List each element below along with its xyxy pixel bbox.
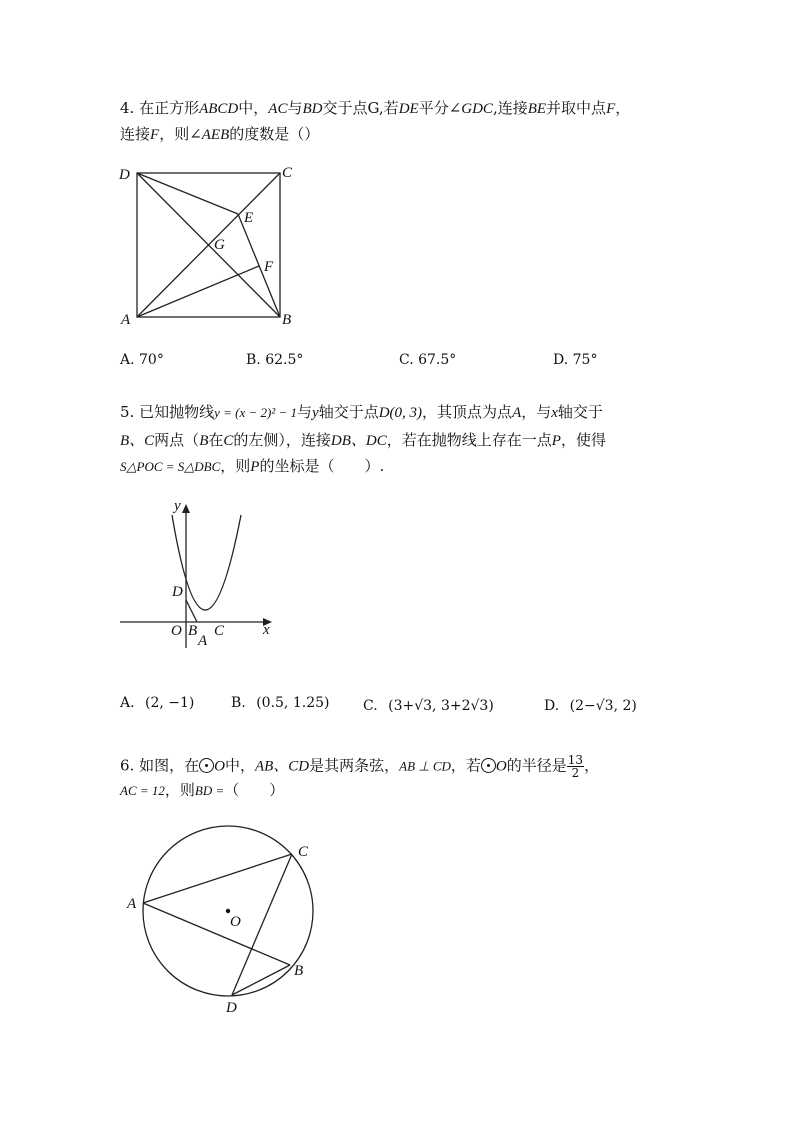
q4-text: ,连接	[492, 99, 528, 117]
q6-text: 的半径是	[506, 756, 567, 775]
q5-var: C	[223, 433, 234, 449]
q6-var: AB、CD	[254, 758, 310, 775]
label-d: D	[172, 584, 183, 600]
q5-option-d[interactable]	[544, 696, 637, 716]
q6-var: AC = 12	[120, 783, 165, 798]
q5-text: 5. 已知抛物线	[120, 403, 215, 421]
q4-var: F	[150, 127, 160, 143]
q5-line-2	[120, 430, 606, 451]
label-f: F	[264, 259, 274, 275]
q5-option-b-value: (0.5, 1.25)	[256, 695, 330, 711]
q6-var: O	[495, 758, 507, 775]
q5-text: 两点（	[154, 431, 200, 449]
label-x: x	[263, 622, 270, 638]
q4-option-a[interactable]: A. 70°	[120, 352, 164, 368]
q4-var: AC	[268, 101, 288, 117]
segment-de	[137, 173, 238, 214]
chord-db	[232, 965, 290, 995]
q5-text: ，则	[220, 457, 251, 475]
chord-ab	[143, 903, 290, 965]
q4-text: ，则∠	[159, 125, 202, 143]
center-point	[226, 909, 230, 913]
q4-text: 连接	[120, 125, 151, 143]
label-o: O	[230, 914, 241, 930]
label-b: B	[294, 963, 304, 979]
radius-fraction	[567, 754, 584, 779]
q5-var: y	[312, 405, 319, 421]
label-c: C	[214, 623, 225, 639]
q4-text: 中，	[238, 99, 269, 117]
label-a: A	[121, 312, 131, 328]
q6-var: O	[214, 758, 225, 775]
label-g: G	[214, 237, 225, 253]
q5-text: 的坐标是（ ）.	[259, 457, 385, 475]
q5-text: 与	[297, 403, 313, 421]
q4-var: BD	[302, 101, 323, 117]
q4-var: ABCD	[199, 101, 239, 117]
q5-option-d-letter: D.	[544, 698, 560, 714]
q4-var: F	[606, 101, 616, 117]
q5-text: ，使得	[560, 431, 606, 449]
q5-equation: y = (x − 2)² − 1	[214, 405, 298, 420]
circle-dot-icon	[199, 758, 214, 773]
q5-option-b-letter: B.	[231, 695, 246, 711]
q5-option-c-value: (3+√3, 3+2√3)	[388, 698, 494, 714]
q5-option-c[interactable]	[363, 696, 494, 716]
q6-perp: AB ⊥ CD	[399, 758, 451, 774]
q6-var: BD =	[194, 783, 225, 798]
q5-area-equation: S△POC = S△DBC	[120, 459, 221, 474]
label-o: O	[171, 623, 182, 639]
q4-option-d[interactable]: D. 75°	[553, 352, 598, 368]
q5-var: B	[199, 433, 209, 449]
q5-text: 在	[208, 431, 224, 449]
q4-var: AEB	[201, 127, 230, 143]
q6-line-1	[120, 754, 599, 779]
label-c: C	[282, 165, 293, 181]
segment-af	[137, 266, 259, 317]
label-e: E	[244, 210, 254, 226]
q4-var: DE	[398, 101, 419, 117]
q6-text: 是其两条弦，	[309, 756, 400, 775]
q5-text: 的左侧），连接	[233, 431, 331, 449]
q5-text: 轴交于	[557, 403, 603, 421]
label-y: y	[174, 498, 181, 514]
q5-parabola-figure	[110, 495, 290, 655]
q5-var: P	[551, 433, 561, 449]
q5-line-3	[120, 456, 384, 477]
q4-text: ，	[615, 99, 631, 117]
y-axis-arrow	[182, 504, 190, 513]
q5-option-d-value: (2−√3, 2)	[569, 698, 637, 714]
q5-var: B、C	[120, 433, 155, 449]
label-d: D	[226, 1000, 237, 1016]
q5-line-1	[120, 402, 603, 423]
segment-db	[186, 600, 197, 622]
q4-line-2	[120, 124, 319, 145]
q6-text: 中，	[224, 756, 255, 775]
q4-text: 交于点G,若	[322, 99, 399, 117]
q4-text: 并取中点	[546, 99, 607, 117]
q5-var: DB、DC	[330, 433, 387, 449]
q5-text: ，与	[521, 403, 552, 421]
q4-text: 4. 在正方形	[120, 99, 200, 117]
q4-line-1	[120, 98, 630, 119]
q5-var: x	[551, 405, 558, 421]
q5-text: ，若在抛物线上存在一点	[386, 431, 552, 449]
chord-cd	[232, 854, 292, 995]
q4-var: GDC	[461, 101, 493, 117]
q6-text: ，若	[450, 756, 481, 775]
segment-eb	[238, 214, 280, 317]
label-b: B	[188, 623, 198, 639]
q6-text: ，则	[164, 781, 195, 799]
q6-text: （ ）	[224, 781, 285, 799]
q4-var: BE	[527, 101, 547, 117]
q5-option-c-letter: C.	[363, 698, 378, 714]
q5-var: P	[250, 459, 260, 475]
q5-var: A	[512, 405, 522, 421]
q6-circle-figure	[118, 820, 333, 1020]
label-a: A	[127, 896, 137, 912]
label-a: A	[198, 633, 208, 649]
q4-option-c[interactable]: C. 67.5°	[399, 352, 457, 368]
q5-option-a-value: (2, −1)	[145, 695, 195, 711]
label-b: B	[282, 312, 292, 328]
q4-square-figure	[110, 158, 320, 333]
chord-ac	[143, 854, 292, 903]
label-c: C	[298, 844, 309, 860]
q6-text: ，	[584, 756, 600, 775]
q5-text: ，其顶点为点	[422, 403, 513, 421]
q6-line-2	[120, 780, 284, 801]
q6-text: 6. 如图，在	[120, 756, 200, 775]
q5-option-a[interactable]	[120, 693, 194, 713]
q5-option-a-letter: A.	[120, 695, 135, 711]
q5-text: 轴交于点	[318, 403, 379, 421]
circle-dot-icon	[481, 758, 496, 773]
label-d: D	[119, 167, 130, 183]
q4-text: 平分∠	[418, 99, 462, 117]
q5-option-b[interactable]	[231, 693, 329, 713]
q4-text: 的度数是（）	[229, 125, 320, 143]
q4-option-b[interactable]: B. 62.5°	[246, 352, 304, 368]
q5-point-d: D(0, 3)	[378, 405, 423, 421]
fraction-denominator: 2	[571, 766, 580, 780]
q4-text: 与	[287, 99, 303, 117]
fraction-numerator: 13	[567, 753, 584, 767]
